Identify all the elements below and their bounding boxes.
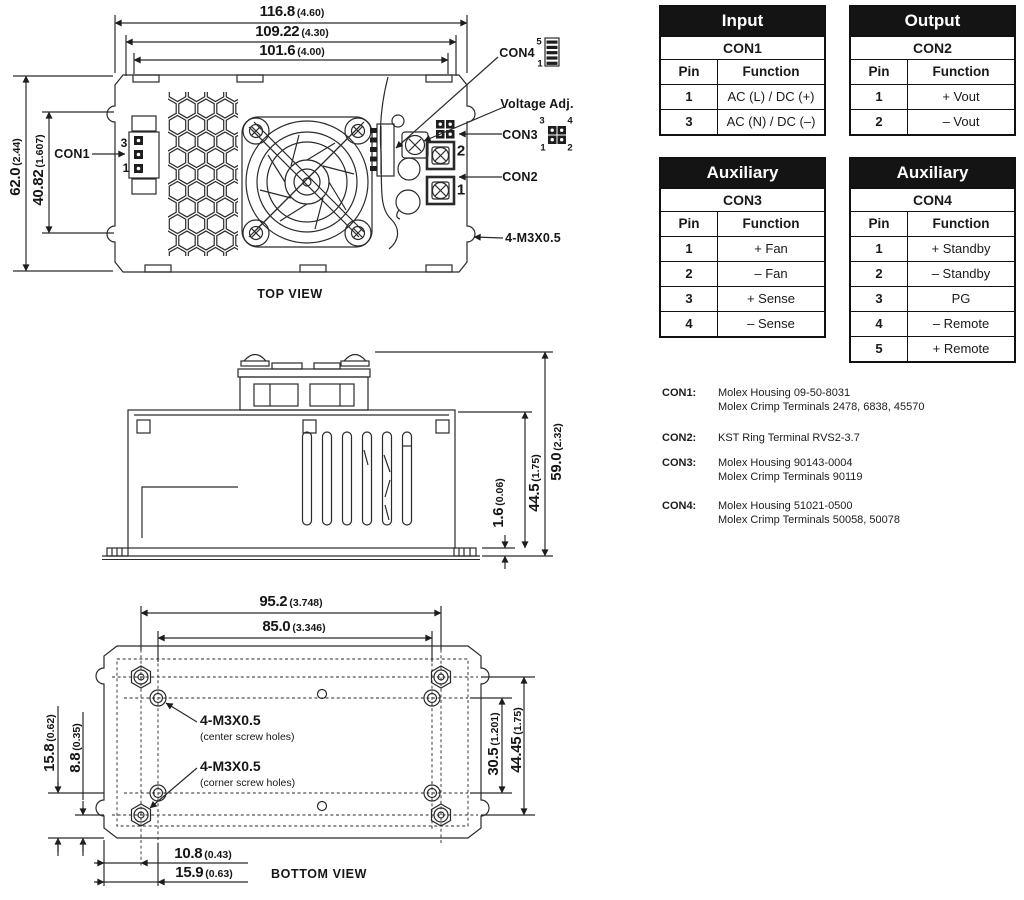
- note-line: Molex Housing 90143-0004: [718, 457, 853, 469]
- top-screws-label: 4-M3X0.5: [505, 231, 561, 245]
- table-title: Output: [851, 7, 1014, 35]
- table-header: Pin Function: [661, 59, 824, 84]
- table-row: [661, 84, 824, 109]
- table-row: [661, 311, 824, 336]
- con2-pin2-label: 2: [456, 142, 466, 160]
- function-cell: AC (L) / DC (+): [727, 89, 815, 104]
- con3-label: CON3: [502, 128, 538, 142]
- bottom-view-dimensions: [48, 606, 535, 886]
- function-cell: – Sense: [747, 316, 795, 331]
- input-table: [659, 5, 826, 136]
- corner-screws-sublabel: (corner screw holes): [200, 777, 296, 789]
- table-row: [661, 261, 824, 286]
- con3-pin2-label: 2: [567, 142, 573, 154]
- con3-pin-icon: [548, 126, 566, 144]
- table-row: [851, 84, 1014, 109]
- con1-label: CON1: [54, 147, 90, 161]
- table-connector: CON4: [851, 187, 1014, 211]
- dim-width-corner-holes: 95.2 (3.748): [259, 593, 323, 610]
- con3-pin4-label: 4: [567, 115, 573, 127]
- pin-cell: 3: [661, 287, 718, 311]
- pin-cell: 5: [851, 337, 908, 361]
- table-row: [661, 286, 824, 311]
- center-screws-label: 4-M3X0.5: [200, 712, 261, 728]
- pin-cell: 4: [661, 312, 718, 336]
- function-cell: + Sense: [746, 291, 796, 306]
- dim-left-center: 15.8(0.62): [41, 714, 58, 772]
- table-row: [851, 109, 1014, 134]
- con1-connector: [129, 116, 159, 194]
- fan-icon: [242, 117, 372, 247]
- function-cell: AC (N) / DC (–): [726, 114, 816, 129]
- table-connector: CON2: [851, 35, 1014, 59]
- function-cell: – Vout: [942, 114, 980, 129]
- dim-height-con1: 40.82(1.607): [30, 134, 47, 206]
- fan-screw-icon: [243, 220, 269, 246]
- dim-right-center: 30.5(1.201): [485, 712, 502, 776]
- function-cell: – Remote: [932, 316, 990, 331]
- con4-connector: [370, 124, 394, 176]
- table-title: Input: [661, 7, 824, 35]
- dim-base: 1.6(0.06): [490, 478, 507, 528]
- fan-screw-icon: [345, 118, 371, 144]
- table-row: [851, 336, 1014, 361]
- con4-pin5-label: 5: [536, 36, 542, 48]
- con2-note: [662, 432, 1012, 446]
- fan-screw-icon: [243, 118, 269, 144]
- auxiliary-con3-table: [659, 157, 826, 338]
- output-bay: [370, 77, 455, 249]
- function-cell: + Vout: [942, 89, 980, 104]
- table-title: Auxiliary: [661, 159, 824, 187]
- table-header: Pin Function: [851, 59, 1014, 84]
- table-row: [661, 236, 824, 261]
- con4-pin-icon: [545, 38, 559, 66]
- table-row: [851, 311, 1014, 336]
- dim-right-corner: 44.45(1.75): [508, 707, 525, 773]
- table-connector: CON1: [661, 35, 824, 59]
- bottom-view-title: BOTTOM VIEW: [271, 867, 367, 881]
- bottom-view-drawing: [48, 606, 535, 886]
- table-row: [851, 261, 1014, 286]
- dim-height-overall: 62.0(2.44): [7, 138, 24, 196]
- dim-body-height: 44.5(1.75): [526, 454, 543, 512]
- pin-cell: 2: [661, 262, 718, 286]
- auxiliary-con4-table: [849, 157, 1016, 363]
- con2-pin1-label: 1: [456, 181, 466, 199]
- table-connector: CON3: [661, 187, 824, 211]
- function-cell: – Fan: [754, 266, 788, 281]
- con4-label: CON4: [499, 46, 535, 60]
- output-table: [849, 5, 1016, 136]
- dim-width-body: 101.6 (4.00): [259, 42, 325, 59]
- dim-bottom-corner-offset: 10.8 (0.43): [174, 845, 232, 862]
- function-cell: PG: [951, 291, 971, 306]
- dim-bottom-center-offset: 15.9 (0.63): [175, 864, 233, 881]
- side-view-drawing: [102, 352, 553, 569]
- dim-width-center-holes: 85.0 (3.346): [262, 618, 326, 635]
- pin-cell: 2: [851, 262, 908, 286]
- pin-cell: 2: [851, 110, 908, 134]
- con3-pin3-label: 3: [539, 115, 545, 127]
- table-title: Auxiliary: [851, 159, 1014, 187]
- voltage-adj-pot: [402, 132, 428, 158]
- con1-note: [662, 387, 1012, 414]
- note-line: Molex Housing 09-50-8031: [718, 387, 851, 399]
- pin-cell: 1: [661, 85, 718, 109]
- fan-screw-icon: [345, 220, 371, 246]
- con1-pin3-label: 3: [120, 136, 128, 150]
- con2-terminal-pos: [427, 142, 454, 169]
- dim-left-corner: 8.8(0.35): [67, 723, 84, 773]
- note-line: Molex Crimp Terminals 90119: [718, 470, 863, 483]
- pin-cell: 1: [851, 237, 908, 261]
- note-label: CON3:: [662, 457, 697, 469]
- table-row: [661, 109, 824, 134]
- center-screws-sublabel: (center screw holes): [200, 731, 295, 743]
- note-line: Molex Housing 51021-0500: [718, 500, 853, 512]
- function-cell: + Remote: [932, 341, 990, 356]
- dim-width-mount: 109.22 (4.30): [255, 23, 329, 40]
- pin-cell: 3: [661, 110, 718, 134]
- table-row: [851, 286, 1014, 311]
- note-line: Molex Crimp Terminals 2478, 6838, 45570: [718, 400, 925, 413]
- con2-terminal-neg: [427, 177, 454, 204]
- dim-width-overall: 116.8 (4.60): [259, 3, 325, 20]
- pin-cell: 4: [851, 312, 908, 336]
- note-line: Molex Crimp Terminals 50058, 50078: [718, 513, 900, 526]
- function-cell: + Standby: [931, 241, 991, 256]
- con3-pin1-label: 1: [540, 142, 546, 154]
- voltage-adj-label: Voltage Adj.: [500, 97, 574, 111]
- con1-pin1-label: 1: [122, 161, 130, 175]
- dim-overall-height: 59.0(2.32): [548, 423, 565, 481]
- top-view-title: TOP VIEW: [257, 287, 323, 301]
- table-header: Pin Function: [661, 211, 824, 236]
- note-label: CON1:: [662, 387, 697, 399]
- note-label: CON4:: [662, 500, 697, 512]
- pin-cell: 1: [851, 85, 908, 109]
- function-cell: + Fan: [754, 241, 788, 256]
- con4-pin1-label: 1: [537, 58, 543, 70]
- function-cell: – Standby: [931, 266, 991, 281]
- con3-note: [662, 457, 1012, 484]
- note-label: CON2:: [662, 432, 697, 444]
- pin-cell: 3: [851, 287, 908, 311]
- table-row: [851, 236, 1014, 261]
- note-line: KST Ring Terminal RVS2-3.7: [718, 432, 860, 444]
- table-header: Pin Function: [851, 211, 1014, 236]
- corner-screws-label: 4-M3X0.5: [200, 758, 261, 774]
- pin-cell: 1: [661, 237, 718, 261]
- con2-label: CON2: [502, 170, 538, 184]
- con4-note: [662, 500, 1012, 527]
- hex-vent-pattern: [168, 92, 238, 256]
